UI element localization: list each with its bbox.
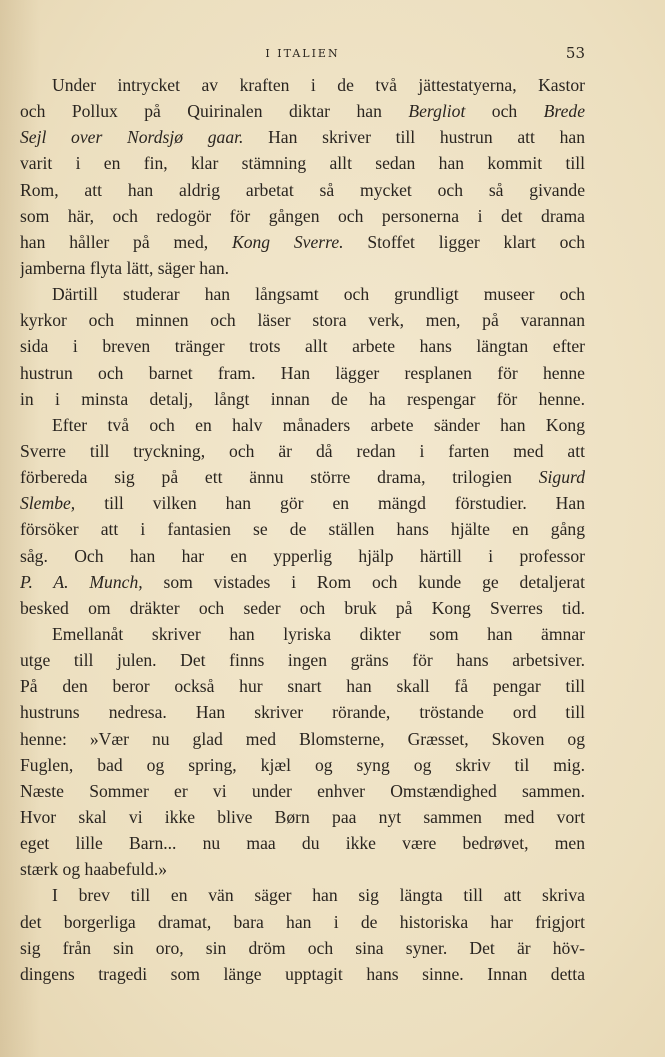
text-line: Sejl over Nordsjø gaar. Han skriver till hustrun att han	[20, 127, 585, 148]
text-line: besked om dräkter och seder och bruk på Kong Sverres tid.	[20, 597, 585, 618]
text-line: som här, och redogör för gången och personerna i det drama	[20, 205, 585, 226]
text-line: Hvor skal vi ikke blive Børn paa nyt sammen med vort	[20, 806, 585, 827]
text-line: Emellanåt skriver han lyriska dikter som han ämnar	[52, 623, 585, 644]
text-line: såg. Och han har en ypperlig hjälp härtill i professor	[20, 545, 585, 566]
text-line: och Pollux på Quirinalen diktar han Bergliot och Brede	[20, 101, 585, 122]
text-line: Rom, att han aldrig arbetat så mycket och så givande	[20, 179, 585, 200]
text-line: Sverre till tryckning, och är då redan i farten med att	[20, 440, 585, 461]
text-line: hustruns nedresa. Han skriver rörande, tröstande ord till	[20, 702, 585, 723]
text-line: I brev till en vän säger han sig längta till att skriva	[52, 885, 585, 906]
text-line: henne: »Vær nu glad med Blomsterne, Græsset, Skoven og	[20, 728, 585, 749]
text-line: det borgerliga dramat, bara han i de historiska har frigjort	[20, 911, 585, 932]
text-line: eget lille Barn... nu maa du ikke være bedrøvet, men	[20, 833, 585, 854]
text-line: P. A. Munch, som vistades i Rom och kunde ge detaljerat	[20, 571, 585, 592]
text-line: han håller på med, Kong Sverre. Stoffet ligger klart och	[20, 231, 585, 252]
text-line: Under intrycket av kraften i de två jättestatyerna, Kastor	[52, 75, 585, 95]
text-line: in i minsta detalj, långt innan de ha respengar för henne.	[20, 388, 585, 409]
text-line: Næste Sommer er vi under enhver Omstændighed sammen.	[20, 780, 585, 801]
text-line: försöker att i fantasien se de ställen hans hjälte en gång	[20, 519, 585, 540]
text-line: varit i en fin, klar stämning allt sedan han kommit till	[20, 153, 585, 174]
text-line: kyrkor och minnen och läser stora verk, men, på varannan	[20, 310, 585, 331]
body-text	[20, 72, 585, 987]
text-line: sig från sin oro, sin dröm och sina syner. Det är höv-	[20, 937, 585, 958]
page-number: 53	[565, 44, 585, 62]
text-line: Därtill studerar han långsamt och grundligt museer och	[52, 284, 585, 305]
running-title: I ITALIEN	[265, 47, 340, 60]
text-line: sida i breven tränger trots allt arbete hans längtan efter	[20, 336, 585, 357]
text-line: hustrun och barnet fram. Han lägger resplanen för henne	[20, 362, 585, 383]
text-line: Efter två och en halv månaders arbete sänder han Kong	[52, 414, 585, 435]
text-line: dingens tragedi som länge upptagit hans sinne. Innan detta	[20, 963, 585, 984]
text-line: förbereda sig på ett ännu större drama, trilogien Sigurd	[20, 467, 585, 488]
text-line: stærk og haabefuld.»	[20, 859, 168, 880]
text-line: utge till julen. Det finns ingen gräns för hans arbetsiver.	[20, 650, 585, 671]
text-line: På den beror också hur snart han skall få pengar till	[20, 676, 585, 697]
text-line: Fuglen, bad og spring, kjæl og syng og skriv til mig.	[20, 754, 585, 775]
text-line: jamberna flyta lätt, säger han.	[20, 257, 230, 278]
text-line: Slembe, till vilken han gör en mängd förstudier. Han	[20, 493, 585, 514]
running-header	[20, 44, 585, 68]
